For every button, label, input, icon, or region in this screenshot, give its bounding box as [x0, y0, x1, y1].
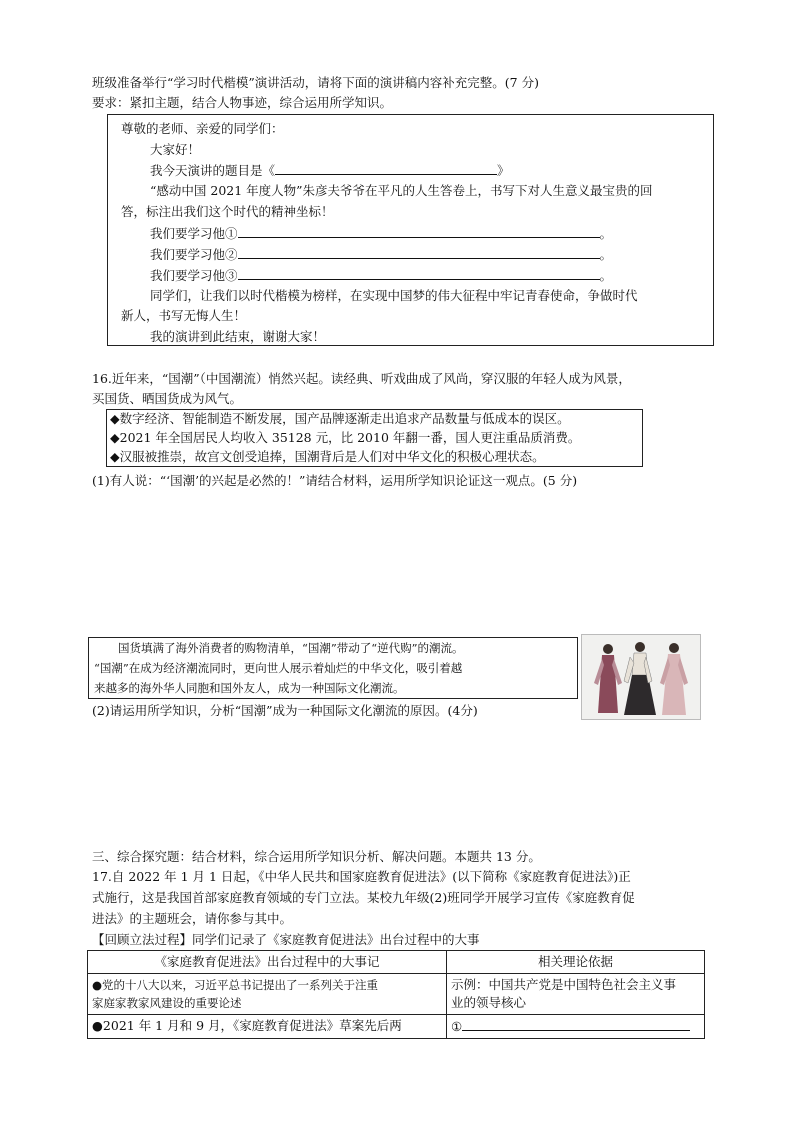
basis-line: 示例：中国共产党是中国特色社会主义事 — [451, 977, 677, 992]
speech-learn-2 — [150, 245, 612, 264]
q16-bullet-3: ◆汉服被推崇，故宫文创受追捧，国潮背后是人们对中华文化的积极心理状态。 — [110, 449, 545, 464]
table-row — [88, 1015, 705, 1039]
table-row — [88, 974, 705, 1015]
hanfu-illustration — [581, 634, 701, 720]
mark-1: ① — [225, 226, 238, 241]
speech-hello: 大家好！ — [150, 142, 201, 157]
period: 。 — [599, 226, 613, 241]
learn-prefix: 我们要学习他 — [150, 268, 226, 283]
basis-line: 业的领导核心 — [451, 995, 527, 1010]
speech-greeting: 尊敬的老师、亲爱的同学们： — [121, 121, 284, 136]
speech-close-2: 新人，书写无悔人生！ — [121, 308, 247, 323]
q16-bullet-1: ◆数字经济、智能制造不断发展，国产品牌逐渐走出追求产品数量与低成本的误区。 — [110, 411, 570, 426]
speech-title-suffix: 》 — [497, 163, 510, 178]
speech-body-1: “感动中国 2021 年度人物”朱彦夫爷爷在平凡的人生答卷上，书写下对人生意义最宝贵的回 — [150, 183, 653, 198]
section3-heading: 三、综合探究题：结合材料，综合运用所学知识分析、解决问题。本题共 13 分。 — [92, 849, 541, 864]
answer-blank[interactable] — [462, 1017, 690, 1031]
q17-line-1: 17.自 2022 年 1 月 1 日起，《中华人民共和国家庭教育促进法》(以下简称《家庭教育促进法》)正 — [92, 869, 631, 884]
answer-mark: ① — [451, 1019, 463, 1034]
event-line: ●党的十八大以来，习近平总书记提出了一系列关于注重 — [92, 978, 379, 992]
period: 。 — [599, 268, 613, 283]
mark-2: ② — [225, 247, 238, 262]
table-cell-basis — [447, 1015, 705, 1039]
learn-prefix: 我们要学习他 — [150, 226, 226, 241]
legislation-table — [87, 950, 705, 1039]
q16-sub-1: (1)有人说：“‘国潮’的兴起是必然的！”请结合材料，运用所学知识论证这一观点。(5 分) — [92, 473, 578, 488]
q17-line-3: 进法》的主题班会，请你参与其中。 — [92, 911, 293, 926]
hanfu-figures-image — [582, 635, 700, 719]
speech-end: 我的演讲到此结束，谢谢大家！ — [150, 329, 326, 344]
learn-blank-2[interactable] — [238, 245, 600, 259]
event-line: ●2021 年 1 月和 9 月，《家庭教育促进法》草案先后两 — [92, 1018, 402, 1033]
learn-prefix: 我们要学习他 — [150, 247, 226, 262]
q16-material2-line-2: “国潮”在成为经济潮流同时，更向世人展示着灿烂的中华文化，吸引着越 — [94, 661, 463, 675]
table-header-basis: 相关理论依据 — [447, 951, 705, 974]
speech-title-prefix: 我今天演讲的题目是《 — [150, 163, 276, 178]
table-header-row — [88, 951, 705, 974]
table-cell-event — [88, 1015, 447, 1039]
speech-body-2: 答，标注出我们这个时代的精神坐标！ — [121, 204, 334, 219]
event-line: 家庭家教家风建设的重要论述 — [92, 996, 242, 1010]
q16-bullet-2: ◆2021 年全国居民人均收入 35128 元，比 2010 年翻一番，国人更注重品质消费。 — [110, 430, 581, 445]
speech-title-line — [150, 161, 510, 180]
mark-3: ③ — [225, 268, 238, 283]
period: 。 — [599, 247, 613, 262]
speech-learn-1 — [150, 224, 612, 243]
q16-sub-2: (2)请运用所学知识，分析“国潮”成为一种国际文化潮流的原因。(4分) — [92, 703, 478, 718]
table-cell-event — [88, 974, 447, 1015]
learn-blank-1[interactable] — [238, 224, 600, 238]
speech-close-1: 同学们，让我们以时代楷模为榜样，在实现中国梦的伟大征程中牢记青春使命，争做时代 — [150, 288, 638, 303]
learn-blank-3[interactable] — [238, 266, 600, 280]
q17-line-2: 式施行，这是我国首部家庭教育领域的专门立法。某校九年级(2)班同学开展学习宣传《家庭教育促 — [92, 890, 635, 905]
q16-material2-line-1: 国货填满了海外消费者的购物清单，“国潮”带动了“逆代购”的潮流。 — [118, 641, 464, 655]
speech-learn-3 — [150, 266, 612, 285]
speech-title-blank[interactable] — [275, 161, 497, 175]
table-cell-basis — [447, 974, 705, 1015]
q15-intro: 班级准备举行“学习时代楷模”演讲活动，请将下面的演讲稿内容补充完整。(7 分) — [92, 75, 539, 90]
q15-requirement: 要求：紧扣主题，结合人物事迹，综合运用所学知识。 — [92, 95, 393, 110]
q16-material2-line-3: 来越多的海外华人同胞和国外友人，成为一种国际文化潮流。 — [94, 681, 405, 695]
q16-intro-1: 16.近年来，“国潮”（中国潮流）悄然兴起。读经典、听戏曲成了风尚，穿汉服的年轻人成为风景， — [92, 371, 631, 386]
q16-intro-2: 买国货、晒国货成为风气。 — [92, 391, 243, 406]
table-header-events: 《家庭教育促进法》出台过程中的大事记 — [88, 951, 447, 974]
q17-review: 【回顾立法过程】同学们记录了《家庭教育促进法》出台过程中的大事 — [92, 932, 480, 947]
